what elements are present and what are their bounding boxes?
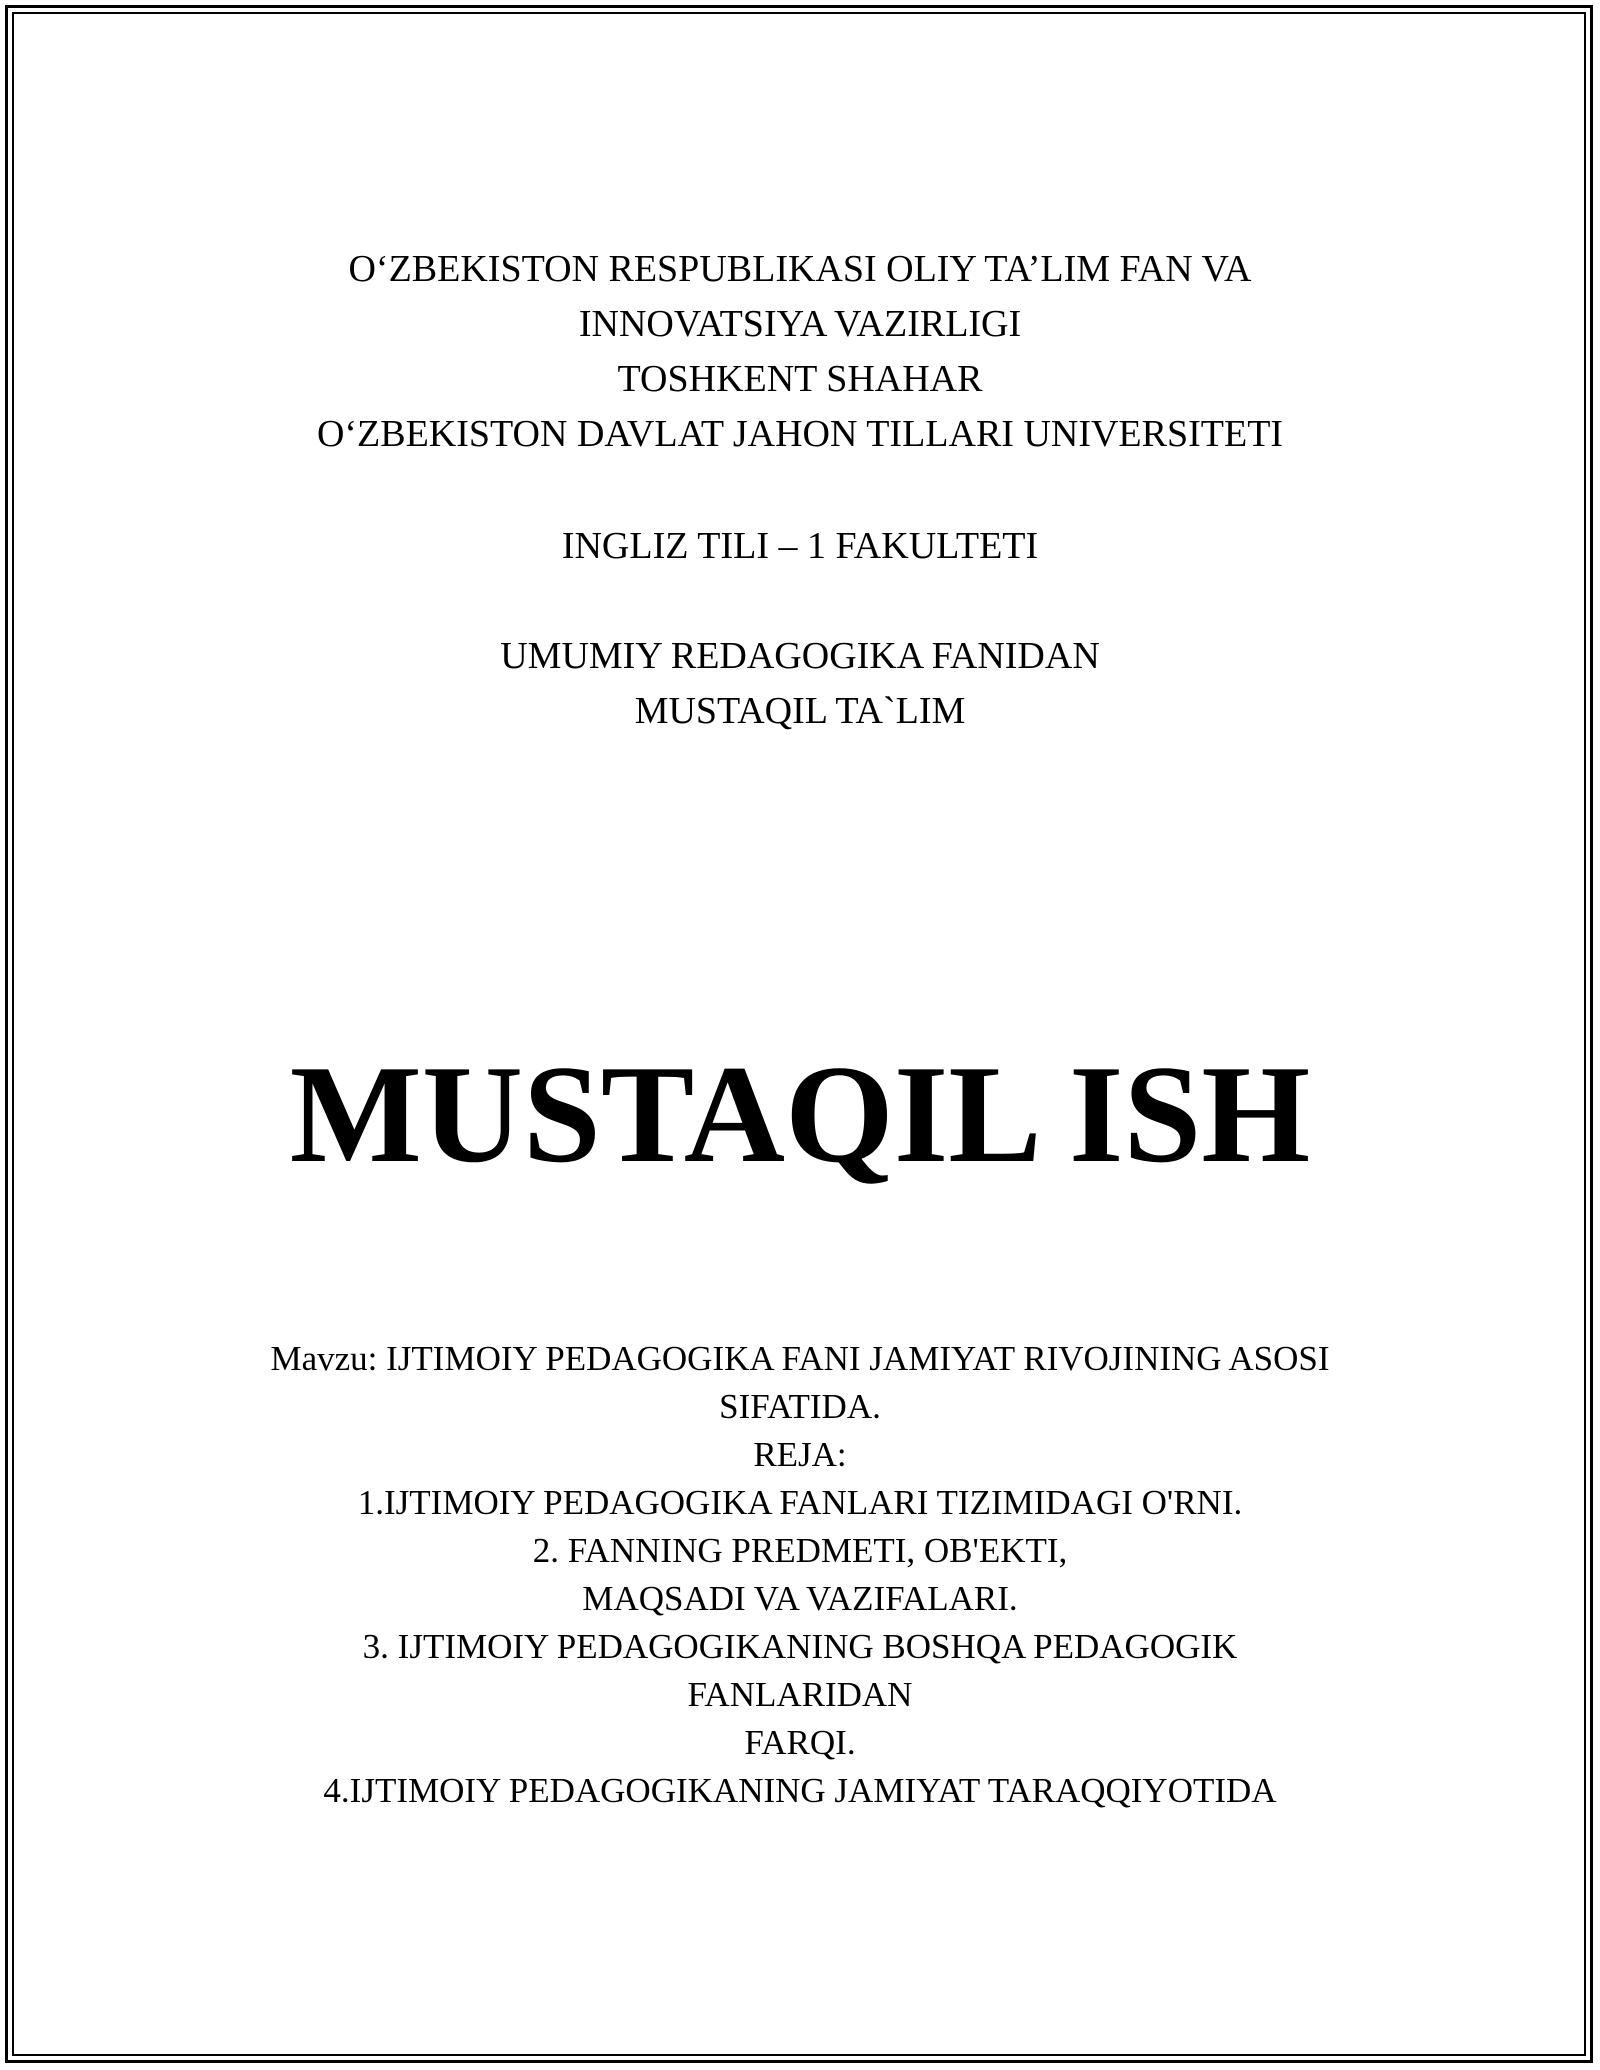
plan-item-3c: FARQI. [744,1723,856,1762]
plan-heading: REJA: [753,1435,847,1474]
ministry-line-1: O‘ZBEKISTON RESPUBLIKASI OLIY TA’LIM FAN VA [348,248,1252,290]
plan-item-4: 4.IJTIMOIY PEDAGOGIKANING JAMIYAT TARAQQIYOTIDA [323,1771,1277,1810]
subject-line-2: MUSTAQIL TA`LIM [634,690,966,732]
topic-line-1: Mavzu: IJTIMOIY PEDAGOGIKA FANI JAMIYAT RIVOJINING ASOSI [270,1339,1330,1378]
plan-item-2a: 2. FANNING PREDMETI, OB'EKTI, [532,1531,1068,1570]
university-line: O‘ZBEKISTON DAVLAT JAHON TILLARI UNIVERSITETI [316,413,1284,455]
document-title: MUSTAQIL ISH [289,1037,1311,1192]
plan-item-1: 1.IJTIMOIY PEDAGOGIKA FANLARI TIZIMIDAGI O'RNI. [357,1483,1243,1522]
faculty-line: INGLIZ TILI – 1 FAKULTETI [561,525,1039,567]
plan-item-3b: FANLARIDAN [687,1675,913,1714]
plan-item-2b: MAQSADI VA VAZIFALARI. [582,1579,1018,1618]
city-line: TOSHKENT SHAHAR [617,358,983,400]
ministry-line-2: INNOVATSIYA VAZIRLIGI [578,303,1022,345]
subject-line-1: UMUMIY REDAGOGIKA FANIDAN [500,635,1100,677]
plan-item-3a: 3. IJTIMOIY PEDAGOGIKANING BOSHQA PEDAGOGIK [362,1627,1238,1666]
topic-line-2: SIFATIDA. [719,1387,881,1426]
